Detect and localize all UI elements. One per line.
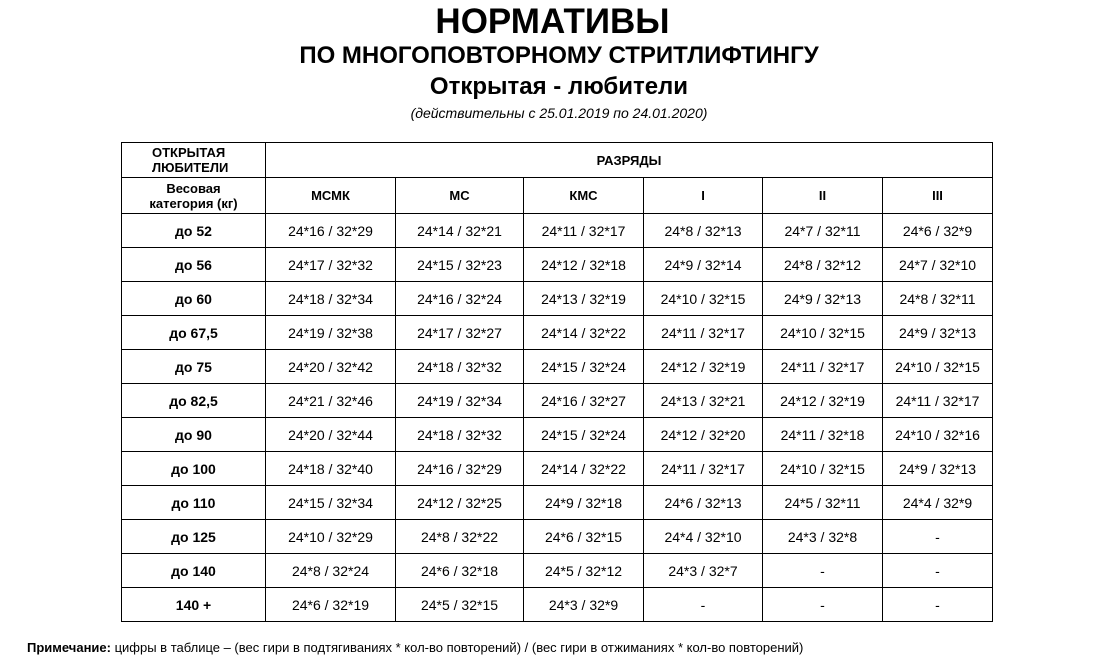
- norm-cell: 24*11 / 32*17: [763, 350, 883, 384]
- norm-cell: 24*15 / 32*24: [524, 350, 644, 384]
- weight-category-cell: 140 +: [122, 588, 266, 622]
- norm-cell: 24*18 / 32*34: [266, 282, 396, 316]
- norm-cell: 24*8 / 32*11: [883, 282, 993, 316]
- weight-category-header: [122, 178, 266, 214]
- norms-table: [121, 142, 993, 622]
- norm-cell: 24*8 / 32*24: [266, 554, 396, 588]
- table-row: [122, 588, 993, 622]
- table-row: [122, 248, 993, 282]
- weight-category-cell: до 140: [122, 554, 266, 588]
- table-row: [122, 350, 993, 384]
- norm-cell: 24*3 / 32*7: [644, 554, 763, 588]
- table-body: [122, 214, 993, 622]
- weight-header-line-2: категория (кг): [149, 195, 238, 211]
- column-header: МС: [396, 178, 524, 214]
- norm-cell: 24*17 / 32*32: [266, 248, 396, 282]
- norm-cell: -: [644, 588, 763, 622]
- footnote-label: Примечание:: [27, 640, 111, 655]
- norm-cell: 24*15 / 32*34: [266, 486, 396, 520]
- norm-cell: 24*12 / 32*25: [396, 486, 524, 520]
- norm-cell: 24*11 / 32*17: [883, 384, 993, 418]
- page-subtitle: ПО МНОГОПОВТОРНОМУ СТРИТЛИФТИНГУ: [299, 42, 819, 69]
- norm-cell: 24*6 / 32*15: [524, 520, 644, 554]
- norm-cell: 24*21 / 32*46: [266, 384, 396, 418]
- validity-period: (действительны с 25.01.2019 по 24.01.2020): [410, 105, 708, 121]
- norm-cell: 24*6 / 32*9: [883, 214, 993, 248]
- norm-cell: 24*7 / 32*11: [763, 214, 883, 248]
- norm-cell: 24*18 / 32*32: [396, 418, 524, 452]
- category-title: Открытая - любители: [429, 73, 689, 100]
- norm-cell: 24*11 / 32*17: [644, 316, 763, 350]
- column-header: II: [763, 178, 883, 214]
- column-header: КМС: [524, 178, 644, 214]
- norm-cell: -: [883, 554, 993, 588]
- norm-cell: 24*14 / 32*21: [396, 214, 524, 248]
- weight-category-cell: до 60: [122, 282, 266, 316]
- norm-cell: 24*19 / 32*34: [396, 384, 524, 418]
- table-row: [122, 282, 993, 316]
- norm-cell: 24*5 / 32*15: [396, 588, 524, 622]
- norm-cell: 24*3 / 32*8: [763, 520, 883, 554]
- footnote: [27, 640, 803, 656]
- table-row: [122, 452, 993, 486]
- weight-category-cell: до 100: [122, 452, 266, 486]
- norm-cell: 24*16 / 32*27: [524, 384, 644, 418]
- table-row: [122, 418, 993, 452]
- table-row: [122, 384, 993, 418]
- norm-cell: -: [763, 588, 883, 622]
- weight-category-cell: до 90: [122, 418, 266, 452]
- norm-cell: 24*7 / 32*10: [883, 248, 993, 282]
- weight-category-cell: до 82,5: [122, 384, 266, 418]
- norm-cell: 24*8 / 32*12: [763, 248, 883, 282]
- ranks-header: РАЗРЯДЫ: [266, 143, 993, 178]
- norm-cell: 24*6 / 32*19: [266, 588, 396, 622]
- norm-cell: 24*12 / 32*19: [644, 350, 763, 384]
- weight-category-cell: до 56: [122, 248, 266, 282]
- norm-cell: 24*9 / 32*13: [883, 452, 993, 486]
- norm-cell: -: [763, 554, 883, 588]
- norm-cell: 24*13 / 32*19: [524, 282, 644, 316]
- norm-cell: 24*4 / 32*9: [883, 486, 993, 520]
- norm-cell: 24*10 / 32*15: [763, 316, 883, 350]
- corner-line-1: ОТКРЫТАЯ: [152, 145, 226, 160]
- norm-cell: 24*17 / 32*27: [396, 316, 524, 350]
- weight-category-cell: до 125: [122, 520, 266, 554]
- norm-cell: 24*3 / 32*9: [524, 588, 644, 622]
- weight-category-cell: до 52: [122, 214, 266, 248]
- norm-cell: 24*9 / 32*13: [883, 316, 993, 350]
- table-row: [122, 520, 993, 554]
- norm-cell: -: [883, 520, 993, 554]
- norm-cell: 24*4 / 32*10: [644, 520, 763, 554]
- norm-cell: 24*10 / 32*15: [763, 452, 883, 486]
- footnote-text: цифры в таблице – (вес гири в подтягиваниях * кол-во повторений) / (вес гири в отжиманиях * кол-во повторений): [110, 640, 804, 655]
- norm-cell: 24*14 / 32*22: [524, 316, 644, 350]
- column-header: I: [644, 178, 763, 214]
- norm-cell: -: [883, 588, 993, 622]
- norm-cell: 24*5 / 32*11: [763, 486, 883, 520]
- norm-cell: 24*9 / 32*14: [644, 248, 763, 282]
- column-header: III: [883, 178, 993, 214]
- page-title: НОРМАТИВЫ: [435, 2, 670, 41]
- norm-cell: 24*15 / 32*23: [396, 248, 524, 282]
- column-header: МСМК: [266, 178, 396, 214]
- table-row: [122, 316, 993, 350]
- weight-category-cell: до 75: [122, 350, 266, 384]
- weight-category-cell: до 110: [122, 486, 266, 520]
- norm-cell: 24*10 / 32*16: [883, 418, 993, 452]
- norm-cell: 24*15 / 32*24: [524, 418, 644, 452]
- norm-cell: 24*8 / 32*22: [396, 520, 524, 554]
- norm-cell: 24*6 / 32*13: [644, 486, 763, 520]
- norm-cell: 24*9 / 32*13: [763, 282, 883, 316]
- norm-cell: 24*19 / 32*38: [266, 316, 396, 350]
- norm-cell: 24*10 / 32*29: [266, 520, 396, 554]
- weight-category-cell: до 67,5: [122, 316, 266, 350]
- norm-cell: 24*12 / 32*18: [524, 248, 644, 282]
- norm-cell: 24*5 / 32*12: [524, 554, 644, 588]
- norm-cell: 24*18 / 32*40: [266, 452, 396, 486]
- norm-cell: 24*10 / 32*15: [883, 350, 993, 384]
- norm-cell: 24*20 / 32*44: [266, 418, 396, 452]
- norm-cell: 24*8 / 32*13: [644, 214, 763, 248]
- norm-cell: 24*6 / 32*18: [396, 554, 524, 588]
- norm-cell: 24*11 / 32*18: [763, 418, 883, 452]
- norm-cell: 24*9 / 32*18: [524, 486, 644, 520]
- norm-cell: 24*10 / 32*15: [644, 282, 763, 316]
- norm-cell: 24*16 / 32*29: [266, 214, 396, 248]
- norm-cell: 24*11 / 32*17: [644, 452, 763, 486]
- corner-line-2: ЛЮБИТЕЛИ: [152, 160, 229, 175]
- norm-cell: 24*20 / 32*42: [266, 350, 396, 384]
- weight-header-line-1: Весовая: [166, 180, 221, 196]
- norm-cell: 24*14 / 32*22: [524, 452, 644, 486]
- norm-cell: 24*12 / 32*19: [763, 384, 883, 418]
- norm-cell: 24*16 / 32*29: [396, 452, 524, 486]
- norm-cell: 24*12 / 32*20: [644, 418, 763, 452]
- norm-cell: 24*13 / 32*21: [644, 384, 763, 418]
- table-row: [122, 486, 993, 520]
- norm-cell: 24*16 / 32*24: [396, 282, 524, 316]
- norm-cell: 24*18 / 32*32: [396, 350, 524, 384]
- table-row: [122, 214, 993, 248]
- norm-cell: 24*11 / 32*17: [524, 214, 644, 248]
- table-corner-header: [122, 143, 266, 178]
- table-row: [122, 554, 993, 588]
